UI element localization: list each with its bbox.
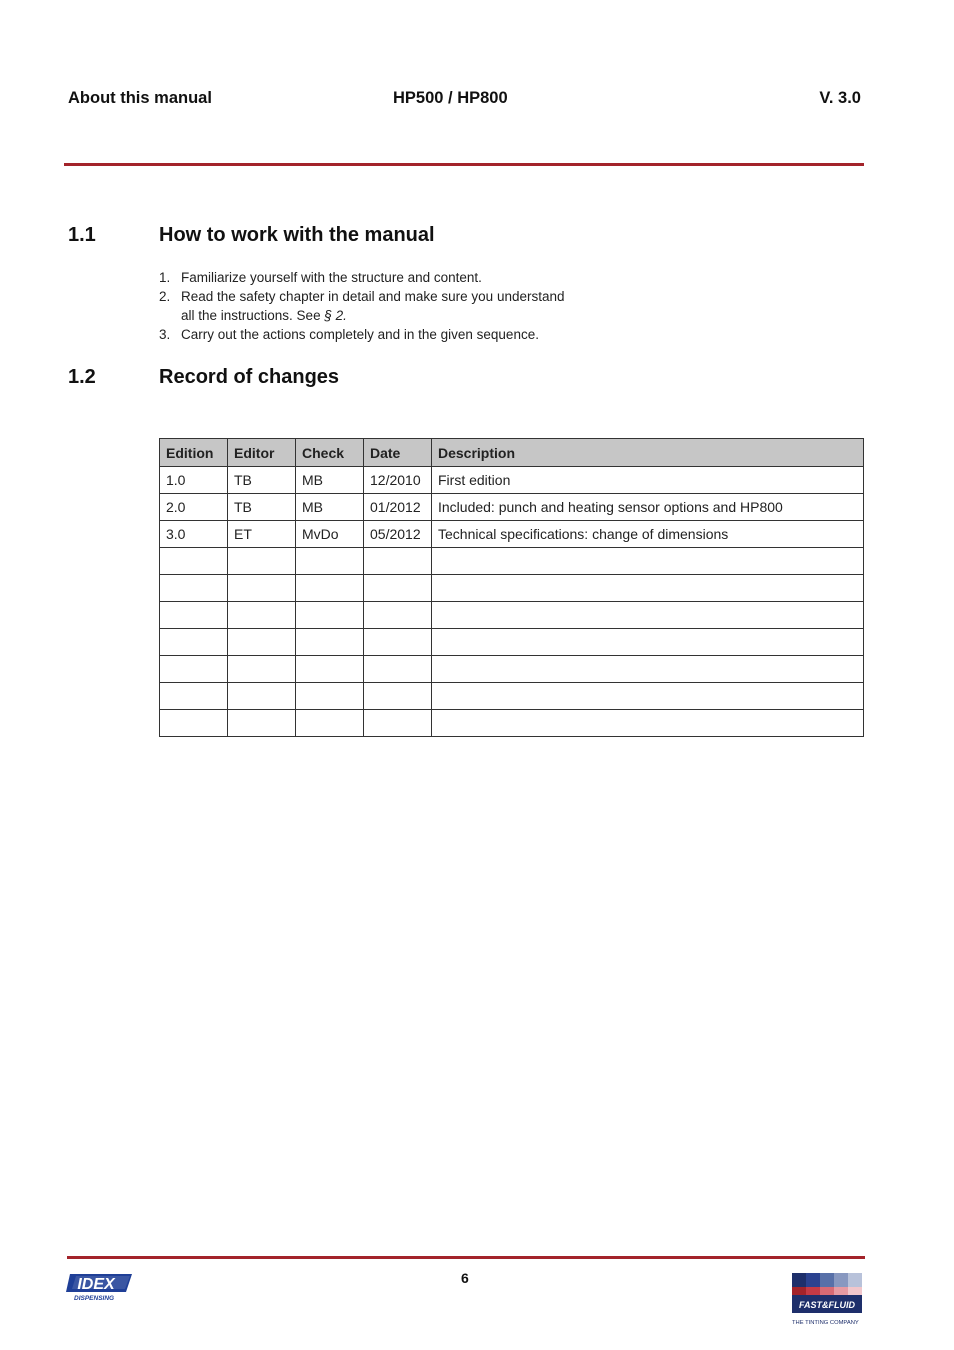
step-text: Carry out the actions completely and in the given sequence. [181,327,539,342]
edition-cell: 2.0 [160,494,228,521]
description-cell: First edition [432,467,864,494]
section-1-2-number: 1.2 [68,366,96,388]
editor-cell [228,548,296,575]
edition-cell [160,575,228,602]
check-cell: MB [296,467,364,494]
check-cell [296,575,364,602]
section-reference: § 2. [324,308,347,323]
description-cell [432,602,864,629]
edition-cell [160,683,228,710]
header-rule [64,163,864,166]
check-cell [296,656,364,683]
section-1-1-number: 1.1 [68,224,96,246]
footer-rule [67,1256,865,1259]
check-cell [296,548,364,575]
description-cell [432,710,864,737]
check-cell [296,629,364,656]
idex-dispensing-logo [66,1272,136,1302]
editor-cell: ET [228,521,296,548]
step-number: 1. [159,270,171,285]
date-cell [364,656,432,683]
check-cell: MvDo [296,521,364,548]
page-number: 6 [461,1270,469,1286]
date-cell [364,710,432,737]
edition-cell [160,629,228,656]
editor-cell [228,710,296,737]
step-item [159,268,579,287]
ff-logo-text: FAST&FLUID [799,1300,855,1310]
table-header-row [160,439,864,467]
date-cell [364,629,432,656]
date-cell [364,683,432,710]
table-row [160,629,864,656]
header-model: HP500 / HP800 [393,89,508,107]
editor-cell: TB [228,494,296,521]
step-item [159,287,579,325]
column-header-date: Date [364,439,432,467]
column-header-check: Check [296,439,364,467]
table-row [160,521,864,548]
header-version: V. 3.0 [819,89,861,107]
editor-cell [228,575,296,602]
date-cell [364,575,432,602]
editor-cell [228,602,296,629]
editor-cell: TB [228,467,296,494]
check-cell: MB [296,494,364,521]
edition-cell [160,710,228,737]
date-cell: 12/2010 [364,467,432,494]
table-row [160,548,864,575]
table-row [160,656,864,683]
date-cell [364,602,432,629]
edition-cell: 1.0 [160,467,228,494]
section-1-2-title: Record of changes [159,366,340,388]
description-cell: Technical specifications: change of dimensions [432,521,864,548]
date-cell [364,548,432,575]
description-cell: Included: punch and heating sensor options and HP800 [432,494,864,521]
step-number: 2. [159,289,171,304]
record-of-changes-table [159,438,864,737]
editor-cell [228,683,296,710]
steps-list [159,268,579,344]
edition-cell [160,656,228,683]
description-cell [432,548,864,575]
column-header-description: Description [432,439,864,467]
description-cell [432,629,864,656]
editor-cell [228,656,296,683]
date-cell: 05/2012 [364,521,432,548]
idex-logo-subtext: DISPENSING [74,1295,115,1302]
step-number: 3. [159,327,171,342]
table-row [160,467,864,494]
idex-logo-text: IDEX [77,1276,115,1293]
description-cell [432,575,864,602]
table-row [160,683,864,710]
section-1-1-title: How to work with the manual [159,224,435,246]
fast-and-fluid-logo [792,1273,864,1327]
step-item [159,325,579,344]
check-cell [296,602,364,629]
ff-logo-tagline: THE TINTING COMPANY [792,1320,859,1326]
header-section-title: About this manual [68,89,212,107]
check-cell [296,683,364,710]
editor-cell [228,629,296,656]
column-header-editor: Editor [228,439,296,467]
edition-cell [160,548,228,575]
description-cell [432,656,864,683]
table-row [160,710,864,737]
table-row [160,602,864,629]
check-cell [296,710,364,737]
edition-cell: 3.0 [160,521,228,548]
table-row [160,494,864,521]
date-cell: 01/2012 [364,494,432,521]
edition-cell [160,602,228,629]
step-text: Familiarize yourself with the structure and content. [181,270,482,285]
column-header-edition: Edition [160,439,228,467]
description-cell [432,683,864,710]
table-row [160,575,864,602]
step-text: Read the safety chapter in detail and make sure you understand all the instructions. See [181,289,565,323]
